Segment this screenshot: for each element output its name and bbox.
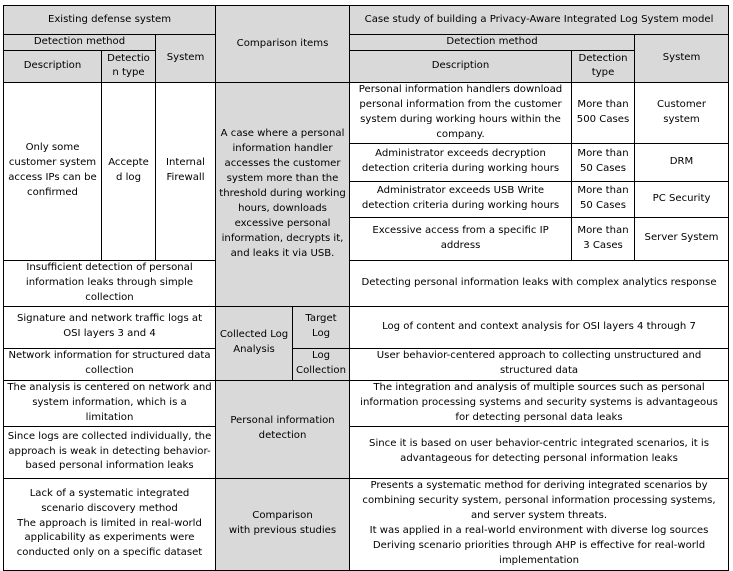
collected-log-analysis-cell: Collected Log Analysis xyxy=(216,306,293,380)
existing-detection-method-header: Detection method xyxy=(4,35,156,51)
scenario-comparison-cell: A case where a personal information handler accesses the customer system more than the threshold during working hours, downloads excessive personal information, decrypts it, and leaks it via USB. xyxy=(216,82,350,306)
case-study-header: Case study of building a Privacy-Aware Integrated Log System model xyxy=(350,6,729,35)
case-description-header: Description xyxy=(350,50,572,82)
comparison-previous-studies-cell xyxy=(216,478,350,570)
existing-system-header: System xyxy=(156,35,216,83)
case-detection-advantage-cell: The integration and analysis of multiple sources such as personal information processing systems and security systems is advantageous for detecting personal data leaks xyxy=(350,380,729,426)
case-previous-line: Presents a systematic method for deriving integrated scenarios by combining security system, personal information processing systems, and server system threats. xyxy=(362,480,716,522)
existing-log-collection-cell: Network information for structured data collection xyxy=(4,348,216,380)
case-previous-line: It was applied in a real-world environment with diverse log sources xyxy=(369,525,709,536)
case-row-system: Server System xyxy=(635,217,729,260)
existing-defense-header: Existing defense system xyxy=(4,6,216,35)
case-row-description: Personal information handlers download personal information from the customer system during working hours within the company. xyxy=(350,82,572,143)
case-previous-studies-cell xyxy=(350,478,729,570)
comparison-label-line: with previous studies xyxy=(228,525,337,536)
case-row-detection-type: More than 50 Cases xyxy=(572,181,635,217)
case-row-system: PC Security xyxy=(635,181,729,217)
case-row-description: Excessive access from a specific IP address xyxy=(350,217,572,260)
existing-detection-type-header: Detection type xyxy=(102,50,156,82)
case-log-collection-cell: User behavior-centered approach to collecting unstructured and structured data xyxy=(350,348,729,380)
case-system-header: System xyxy=(635,35,729,83)
comparison-label-line: Comparison xyxy=(252,510,313,522)
case-row-detection-type: More than 500 Cases xyxy=(572,82,635,143)
case-target-log-cell: Log of content and context analysis for OSI layers 4 through 7 xyxy=(350,306,729,348)
case-detection-method-header: Detection method xyxy=(350,35,635,51)
personal-info-detection-cell: Personal information detection xyxy=(216,380,350,478)
existing-detection-limit-cell: The analysis is centered on network and system information, which is a limitation xyxy=(4,380,216,426)
case-row-detection-type: More than 3 Cases xyxy=(572,217,635,260)
comparison-table xyxy=(3,5,729,571)
log-collection-cell: Log Collection xyxy=(293,348,350,380)
existing-system-cell: Internal Firewall xyxy=(156,82,216,260)
existing-description-header: Description xyxy=(4,50,102,82)
existing-description-cell: Only some customer system access IPs can be confirmed xyxy=(4,82,102,260)
existing-summary-cell: Insufficient detection of personal information leaks through simple collection xyxy=(4,260,216,306)
case-previous-line: Deriving scenario priorities through AHP is effective for real-world implementation xyxy=(372,539,706,566)
target-log-cell: Target Log xyxy=(293,306,350,348)
case-row-description: Administrator exceeds USB Write detection criteria during working hours xyxy=(350,181,572,217)
existing-previous-line: The approach is limited in real-world applicability as experiments were conducted only on a specific dataset xyxy=(16,517,203,559)
case-detection-type-header: Detection type xyxy=(572,50,635,82)
existing-detection-weakness-cell: Since logs are collected individually, the approach is weak in detecting behavior-based personal information leaks xyxy=(4,426,216,478)
existing-target-log-cell: Signature and network traffic logs at OSI layers 3 and 4 xyxy=(4,306,216,348)
case-detection-scenario-cell: Since it is based on user behavior-centric integrated scenarios, it is advantageous for detecting personal information leaks xyxy=(350,426,729,478)
existing-detection-type-cell: Accepted log xyxy=(102,82,156,260)
case-row-description: Administrator exceeds decryption detection criteria during working hours xyxy=(350,143,572,181)
case-summary-cell: Detecting personal information leaks with complex analytics response xyxy=(350,260,729,306)
existing-previous-line: Lack of a systematic integrated scenario discovery method xyxy=(29,487,190,514)
existing-previous-studies-cell xyxy=(4,478,216,570)
case-row-system: DRM xyxy=(635,143,729,181)
case-row-detection-type: More than 50 Cases xyxy=(572,143,635,181)
comparison-items-header: Comparison items xyxy=(216,6,350,83)
case-row-system: Customer system xyxy=(635,82,729,143)
